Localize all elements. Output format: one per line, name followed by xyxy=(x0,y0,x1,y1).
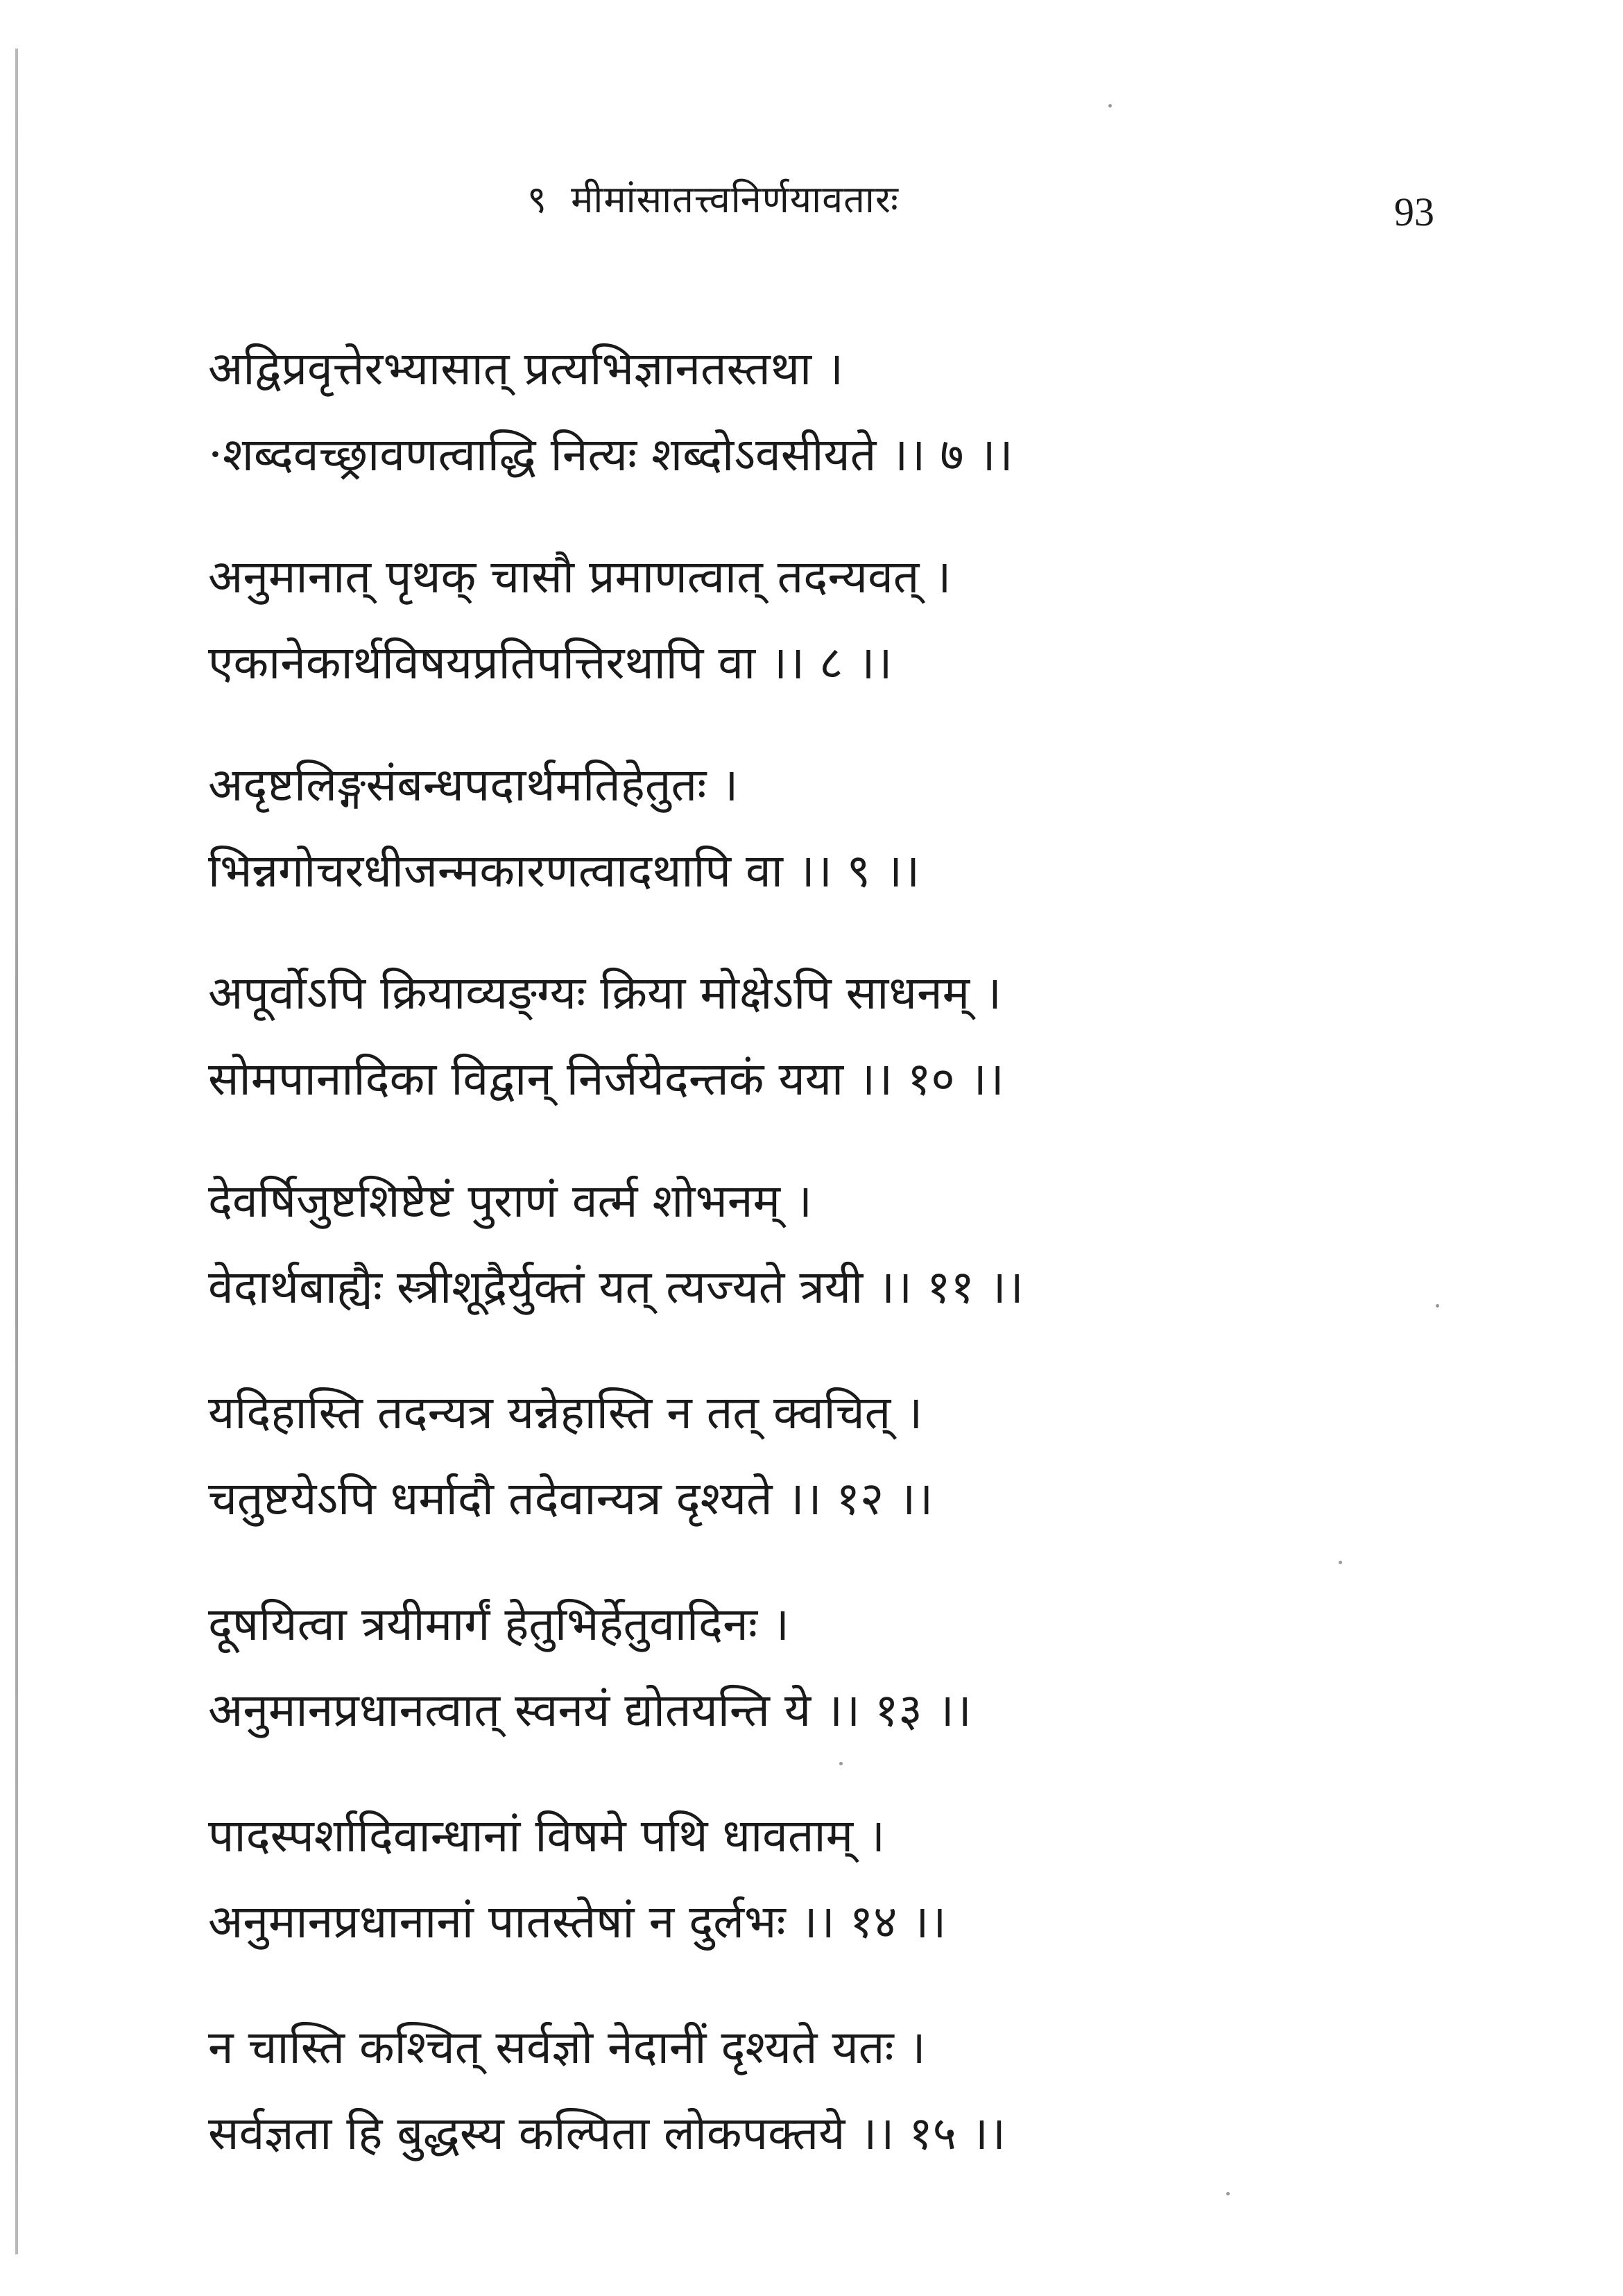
page-number: 93 xyxy=(1394,189,1434,234)
scan-speck xyxy=(1436,1304,1439,1308)
verse-line: अपूर्वोऽपि क्रियाव्यङ्ग्यः क्रिया मोक्षेऽपि साधनम् । xyxy=(208,966,1002,1020)
verse-line: पादस्पर्शादिवान्धानां विषमे पथि धावताम् । xyxy=(208,1809,886,1862)
verse-line: न चास्ति कश्चित् सर्वज्ञो नेदानीं दृश्यते यतः । xyxy=(208,2021,926,2074)
verse-8 xyxy=(208,534,951,706)
scan-speck xyxy=(1339,1561,1342,1564)
running-head xyxy=(527,172,899,223)
verse-line: सोमपानादिका विद्वान् निर्जयेदन्तकं यया ।। १० ।। xyxy=(208,1052,1004,1106)
verse-line: अनुमानप्रधानत्वात् स्वनयं द्योतयन्ति ये ।। १३ ।। xyxy=(208,1684,972,1737)
verse-9 xyxy=(208,742,920,914)
verse-7 xyxy=(208,326,1013,498)
verse-15 xyxy=(208,2005,1006,2177)
verse-line: अनुमानप्रधानानां पातस्तेषां न दुर्लभः ।। १४ ।। xyxy=(208,1895,947,1948)
chapter-title: मीमांसातत्त्वनिर्णयावतारः xyxy=(571,178,899,221)
binding-edge xyxy=(15,49,18,2254)
verse-line: चतुष्टयेऽपि धर्मादौ तदेवान्यत्र दृश्यते ।। १२ ।। xyxy=(208,1472,934,1525)
verse-line: ·शब्दवच्छ्रावणत्वाद्धि नित्यः शब्दोऽवसीयते ।। ७ ।। xyxy=(208,428,1013,481)
verse-11 xyxy=(208,1158,1024,1330)
scan-speck xyxy=(1226,2192,1230,2195)
scan-speck xyxy=(839,1762,843,1765)
verse-line: सर्वज्ञता हि बुद्धस्य कल्पिता लोकपक्तये ।। १५ ।। xyxy=(208,2107,1006,2160)
verse-12 xyxy=(208,1370,933,1542)
verse-line: अनुमानात् पृथक् चासौ प्रमाणत्वात् तदन्यवत् । xyxy=(208,550,952,603)
chapter-number: ९ xyxy=(527,178,548,221)
scan-speck xyxy=(1108,104,1112,108)
verse-line: भिन्नगोचरधीजन्मकारणत्वादथापि वा ।। ९ ।। xyxy=(208,844,920,898)
verse-line: देवर्षिजुष्टशिष्टेष्टं पुराणं वर्त्म शोभनम् । xyxy=(208,1174,812,1228)
verse-13 xyxy=(208,1582,972,1754)
verse-line: दूषयित्वा त्रयीमार्गं हेतुभिर्हेतुवादिनः । xyxy=(208,1597,790,1651)
verse-line: अदृष्टलिङ्गसंबन्धपदार्थमतिहेतुतः । xyxy=(208,758,739,812)
verse-line: अद्विप्रवृत्तेरभ्यासात् प्रत्यभिज्ञानतस्तथा । xyxy=(208,342,844,395)
verse-line: वेदार्थबाह्यैः स्त्रीशूद्रैर्युक्तं यत् त्यज्यते त्रयी ।। ११ ।। xyxy=(208,1260,1024,1314)
verse-10 xyxy=(208,950,1004,1122)
verse-14 xyxy=(208,1793,946,1965)
verse-line: एकानेकार्थविषयप्रतिपत्तिरथापि वा ।। ८ ।। xyxy=(208,636,893,689)
verse-line: यदिहास्ति तदन्यत्र यन्नेहास्ति न तत् क्वचित् । xyxy=(208,1386,923,1439)
